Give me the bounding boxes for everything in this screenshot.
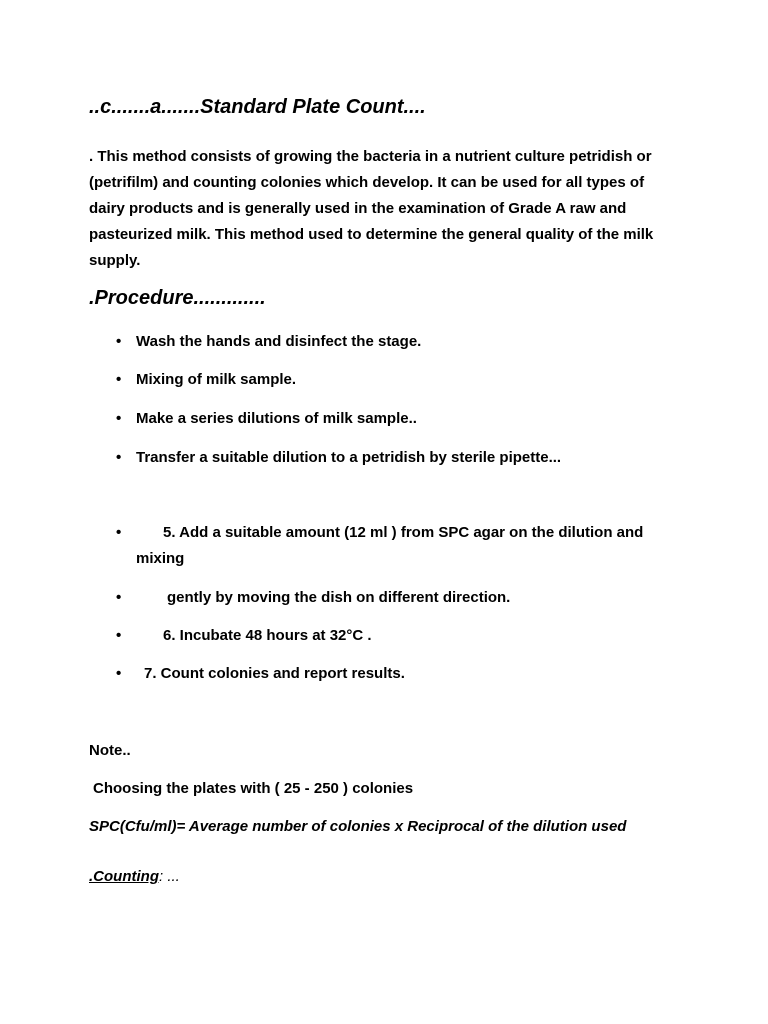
counting-label: .Counting [89, 868, 159, 885]
intro-line: supply. [89, 252, 141, 269]
intro-line: pasteurized milk. This method used to determine the general quality of the milk [89, 226, 654, 243]
intro-line: dairy products and is generally used in the examination of Grade A raw and [89, 200, 627, 217]
document-title: ..c.......a.......Standard Plate Count.... [89, 96, 426, 118]
bullet-icon: • [116, 524, 122, 541]
bullet-icon: • [116, 665, 122, 682]
list-item: 6. Incubate 48 hours at 32°C . [163, 627, 372, 644]
note-label: Note.. [89, 742, 131, 759]
bullet-icon: • [116, 449, 122, 466]
list-item: Make a series dilutions of milk sample.. [136, 410, 417, 427]
intro-line: (petrifilm) and counting colonies which develop. It can be used for all types of [89, 174, 645, 191]
intro-line: . This method consists of growing the bacteria in a nutrient culture petridish or [89, 148, 652, 165]
spc-formula: SPC(Cfu/ml)= Average number of colonies x Reciprocal of the dilution used [89, 818, 627, 835]
list-item: 5. Add a suitable amount (12 ml ) from SPC agar on the dilution and [163, 524, 644, 541]
list-item: gently by moving the dish on different direction. [167, 589, 511, 606]
bullet-icon: • [116, 333, 122, 350]
list-item: Transfer a suitable dilution to a petridish by sterile pipette... [136, 449, 562, 466]
list-item-continuation: mixing [136, 550, 185, 567]
note-text: Choosing the plates with ( 25 - 250 ) colonies [93, 780, 414, 797]
bullet-icon: • [116, 371, 122, 388]
bullet-icon: • [116, 410, 122, 427]
list-item: 7. Count colonies and report results. [144, 665, 405, 682]
procedure-heading: .Procedure............. [89, 287, 266, 309]
list-item: Mixing of milk sample. [136, 371, 297, 388]
list-item: Wash the hands and disinfect the stage. [136, 333, 422, 350]
intro-paragraph [89, 144, 689, 274]
bullet-icon: • [116, 627, 122, 644]
bullet-icon: • [116, 589, 122, 606]
counting-heading [89, 868, 180, 885]
counting-suffix: : ... [158, 868, 180, 885]
